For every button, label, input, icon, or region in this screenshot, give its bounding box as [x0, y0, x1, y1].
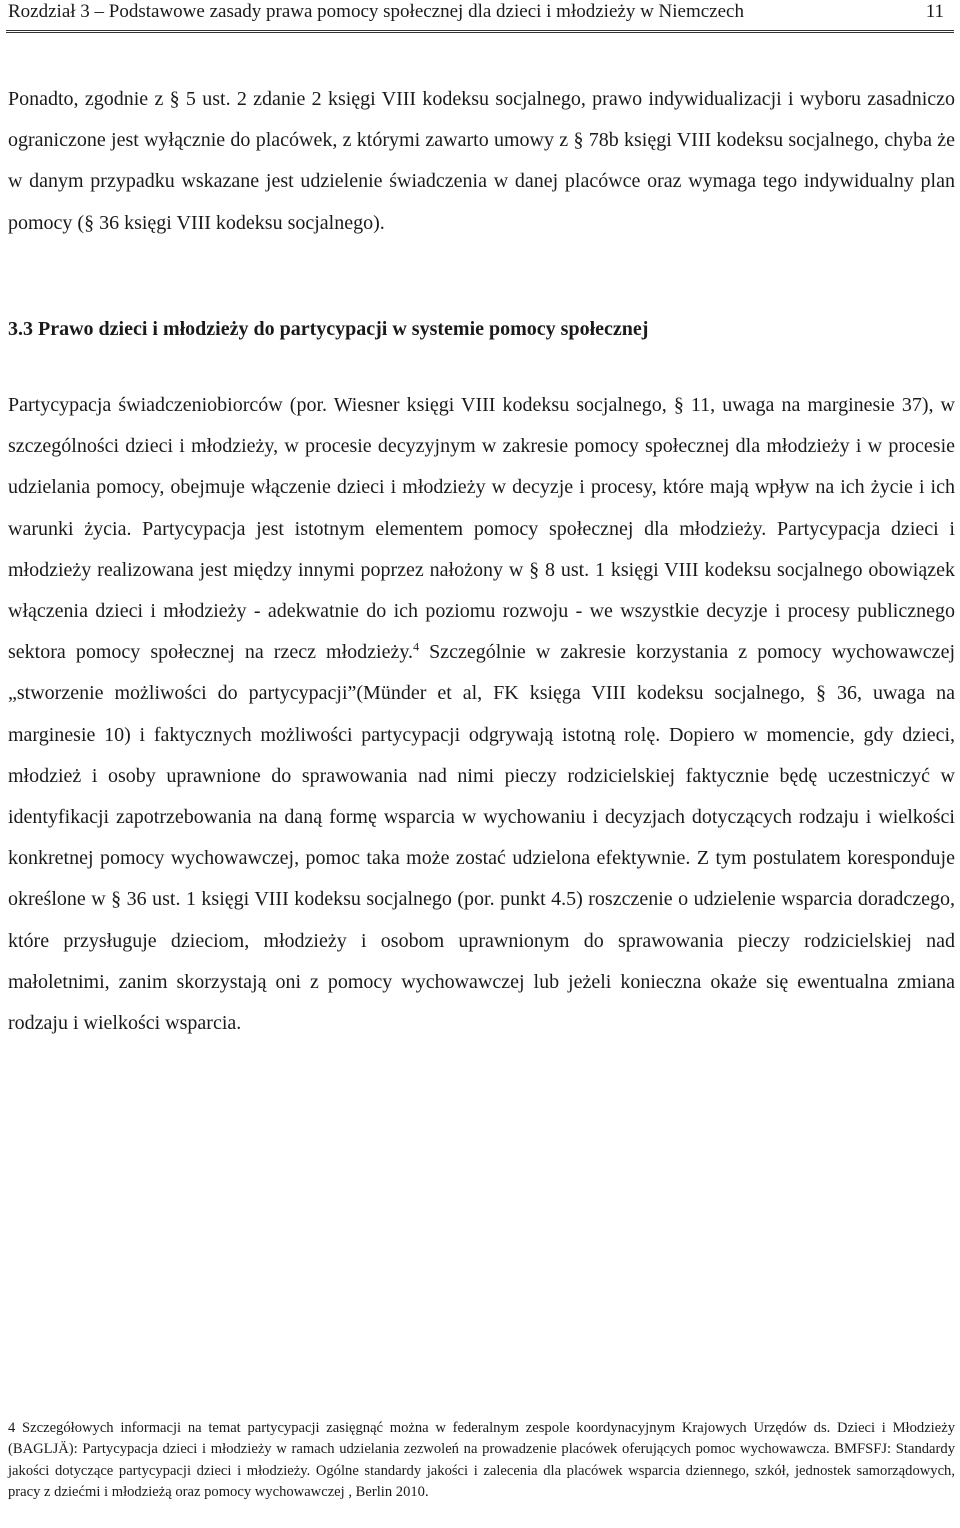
running-header	[8, 0, 952, 30]
paragraph-2	[8, 385, 955, 1044]
chapter-title: Rozdział 3 – Podstawowe zasady prawa pomocy społecznej dla dzieci i młodzieży w Niemczech	[8, 1, 744, 22]
footnote-reference[interactable]: 4	[413, 639, 420, 654]
footnote-4: 4 Szczegółowych informacji na temat partycypacji zasięgnąć można w federalnym zespole koordynacyjnym Krajowych Urzędów ds. Dzieci i Młodzieży (BAGLJÄ): Partycypacja dzieci i młodzieży w ramach udzielania zezwoleń na prowadzenie placówek oferujących pomoc wychowawcza. BMFSFJ: Standardy jakości dotyczące partycypacji dzieci i młodzieży. Ogólne standardy jakości i zalecenia dla placówek wsparcia dziennego, szkół, jednostek samorządowych, pracy z dziećmi i młodzieżą oraz pomocy wychowawczej , Berlin 2010.	[8, 1420, 955, 1501]
page-number: 11	[925, 1, 944, 22]
paragraph-2-part-2: Szczególnie w zakresie korzystania z pomocy wychowawczej „stworzenie możliwości do partycypacji”(Münder et al, FK księga VIII kodeksu socjalnego, § 36, uwaga na marginesie 10) i faktycznych możliwości partycypacji odgrywają istotną rolę. Dopiero w momencie, gdy dzieci, młodzież i osoby uprawnione do sprawowania nad nimi pieczy rodzicielskiej faktycznie będę uczestniczyć w identyfikacji zapotrzebowania na daną formę wsparcia w wychowaniu i decyzjach dotyczących rodzaju i wielkości konkretnej pomocy wychowawczej, pomoc taka może zostać udzielona efektywnie. Z tym postulatem koresponduje określone w § 36 ust. 1 księgi VIII kodeksu socjalnego (por. punkt 4.5) roszczenie o udzielenie wsparcia doradczego, które przysługuje dzieciom, młodzieży i osobom uprawnionym do sprawowania pieczy rodzicielskiej nad małoletnimi, zanim skorzystają oni z pomocy wychowawczej lub jeżeli konieczna okaże się ewentualna zmiana rodzaju i wielkości wsparcia.	[8, 641, 955, 1035]
header-rule	[6, 30, 954, 33]
section-heading: 3.3 Prawo dzieci i młodzieży do partycypacji w systemie pomocy społecznej	[8, 318, 649, 340]
paragraph-2-part-1: Partycypacja świadczeniobiorców (por. Wiesner księgi VIII kodeksu socjalnego, § 11, uwaga na marginesie 37), w szczególności dzieci i młodzieży, w procesie decyzyjnym w zakresie pomocy społecznej dla młodzieży i w procesie udzielania pomocy, obejmuje włączenie dzieci i młodzieży w decyzje i procesy, które mają wpływ na ich życie i ich warunki życia. Partycypacja jest istotnym elementem pomocy społecznej dla młodzieży. Partycypacja dzieci i młodzieży realizowana jest między innymi poprzez nałożony w § 8 ust. 1 księgi VIII kodeksu socjalnego obowiązek włączenia dzieci i młodzieży - adekwatnie do ich poziomu rozwoju - we wszystkie decyzje i procesy publicznego sektora pomocy społecznej na rzecz młodzieży.	[8, 394, 955, 664]
paragraph-1: Ponadto, zgodnie z § 5 ust. 2 zdanie 2 księgi VIII kodeksu socjalnego, prawo indywidualizacji i wyboru zasadniczo ograniczone jest wyłącznie do placówek, z którymi zawarto umowy z § 78b księgi VIII kodeksu socjalnego, chyba że w danym przypadku wskazane jest udzielenie świadczenia w danej placówce oraz wymaga tego indywidualny plan pomocy (§ 36 księgi VIII kodeksu socjalnego).	[8, 88, 955, 234]
